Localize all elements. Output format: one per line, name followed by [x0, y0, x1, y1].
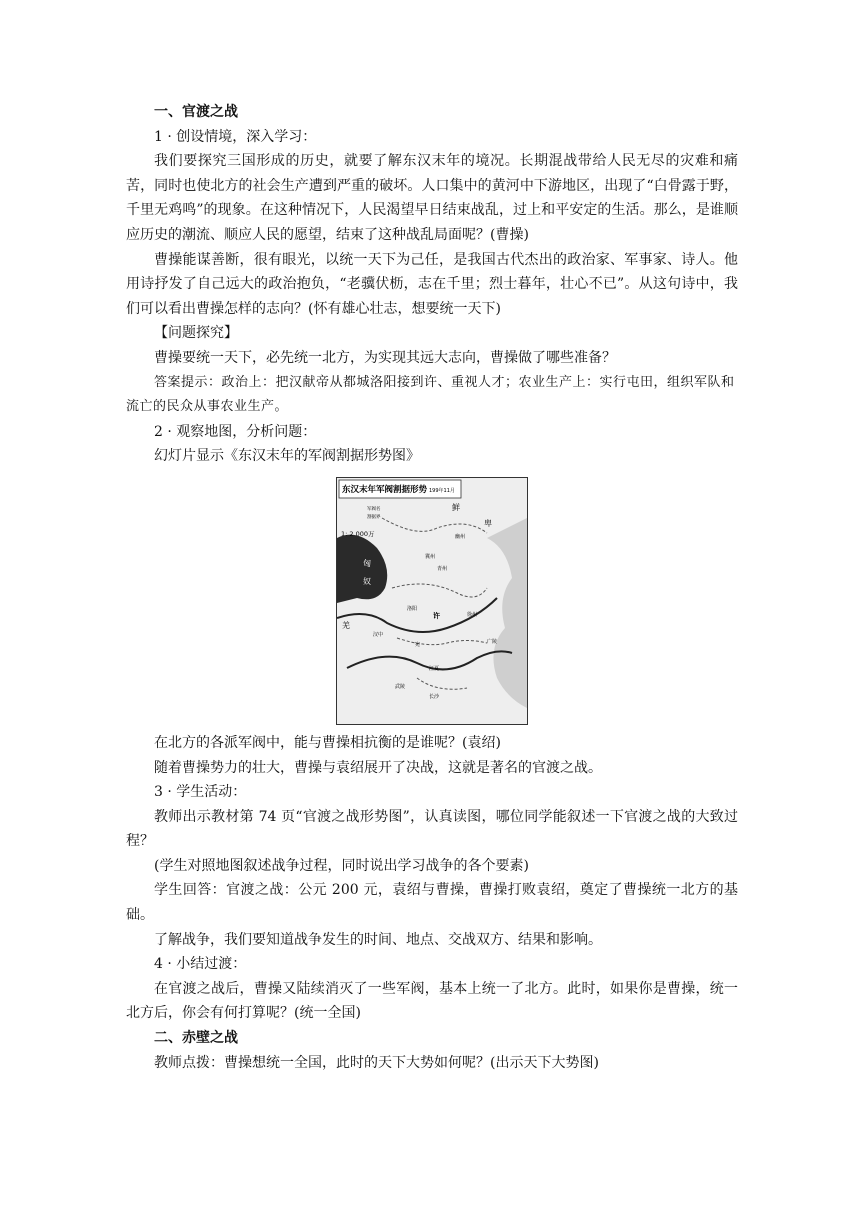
map-label: 青州 [437, 565, 448, 572]
map-label: 羌 [342, 620, 350, 630]
warlord-map [336, 477, 528, 725]
paragraph: 曹操要统一天下，必先统一北方，为实现其远大志向，曹操做了哪些准备？ [154, 349, 616, 366]
map-label: 广陵 [487, 638, 498, 645]
map-label: 徐州 [467, 611, 478, 618]
map-label: 幽州 [455, 533, 466, 540]
paragraph: 教师点拨：曹操想统一全国，此时的天下大势如何呢？(出示天下大势图) [154, 1054, 599, 1071]
legend-item: 割据界 [367, 514, 381, 520]
map-scale: 1: 2 000万 [341, 529, 375, 538]
step-heading: 1 · 创设情境，深入学习： [154, 128, 317, 145]
paragraph: 教师出示教材第 74 页“官渡之战形势图”，认真读图，哪位同学能叙述一下官渡之战的大致过程？ [126, 808, 738, 850]
map-label: 奴 [363, 576, 371, 586]
map-label: 江夏 [429, 665, 440, 672]
step-heading: 4 · 小结过渡： [154, 956, 247, 973]
step-heading: 3 · 学生活动： [154, 784, 247, 801]
paragraph: 随着曹操势力的壮大，曹操与袁绍展开了决战，这就是著名的官渡之战。 [154, 759, 602, 776]
map-label: 宛 [415, 641, 421, 648]
map-date: 199年11月 [429, 487, 455, 494]
paragraph: 我们要探究三国形成的历史，就要了解东汉末年的境况。长期混战带给人民无尽的灾难和痛苦，同时也使北方的社会生产遭到严重的破坏。人口集中的黄河中下游地区，出现了“白骨露于野，千里无鸡鸣”的现象。在这种情况下，人民渴望早日结束战乱，过上和平安定的生活。那么，是谁顺应历史的潮流、顺应人民的愿望，结束了这种战乱局面呢？(曹操) [126, 153, 738, 243]
legend-item: 军阀名 [367, 506, 381, 512]
bracket-heading: 【问题探究】 [154, 325, 238, 342]
paragraph: 幻灯片显示《东汉末年的军阀割据形势图》 [154, 448, 420, 465]
map-label: 匈 [363, 558, 371, 568]
map-label: 洛阳 [407, 605, 418, 612]
section-heading: 二、赤壁之战 [154, 1030, 238, 1047]
map-label: 卑 [484, 518, 492, 528]
paragraph: 在北方的各派军阀中，能与曹操相抗衡的是谁呢？(袁绍) [154, 734, 501, 751]
paragraph: (学生对照地图叙述战争过程，同时说出学习战争的各个要素) [154, 857, 529, 874]
paragraph: 学生回答：官渡之战：公元 200 元，袁绍与曹操，曹操打败袁绍，奠定了曹操统一北方的基础。 [126, 882, 738, 924]
map-title: 东汉末年军阀割据形势 [342, 484, 428, 495]
map-graphic [337, 478, 527, 724]
map-label: 冀州 [425, 553, 436, 560]
answer-hint: 答案提示：政治上：把汉献帝从都城洛阳接到许、重视人才；农业生产上：实行屯田，组织军队和流亡的民众从事农业生产。 [126, 374, 735, 415]
map-label: 鲜 [452, 502, 460, 512]
document-body [126, 100, 738, 1075]
paragraph: 了解战争，我们要知道战争发生的时间、地点、交战双方、结果和影响。 [154, 931, 602, 948]
paragraph: 在官渡之战后，曹操又陆续消灭了一些军阀，基本上统一了北方。此时，如果你是曹操，统一北方后，你会有何打算呢？(统一全国) [126, 980, 738, 1022]
map-label: 许 [433, 611, 440, 620]
paragraph: 曹操能谋善断，很有眼光，以统一天下为己任，是我国古代杰出的政治家、军事家、诗人。他用诗抒发了自己远大的政治抱负，“老骥伏枥，志在千里；烈士暮年，壮心不已”。从这句诗中，我们可以看出曹操怎样的志向？(怀有雄心壮志，想要统一天下) [126, 251, 738, 317]
section-heading: 一、官渡之战 [154, 104, 238, 120]
step-heading: 2 · 观察地图，分析问题： [154, 423, 317, 440]
map-label: 汉中 [373, 631, 384, 638]
map-label: 长沙 [429, 693, 440, 700]
map-label: 武陵 [395, 683, 406, 690]
